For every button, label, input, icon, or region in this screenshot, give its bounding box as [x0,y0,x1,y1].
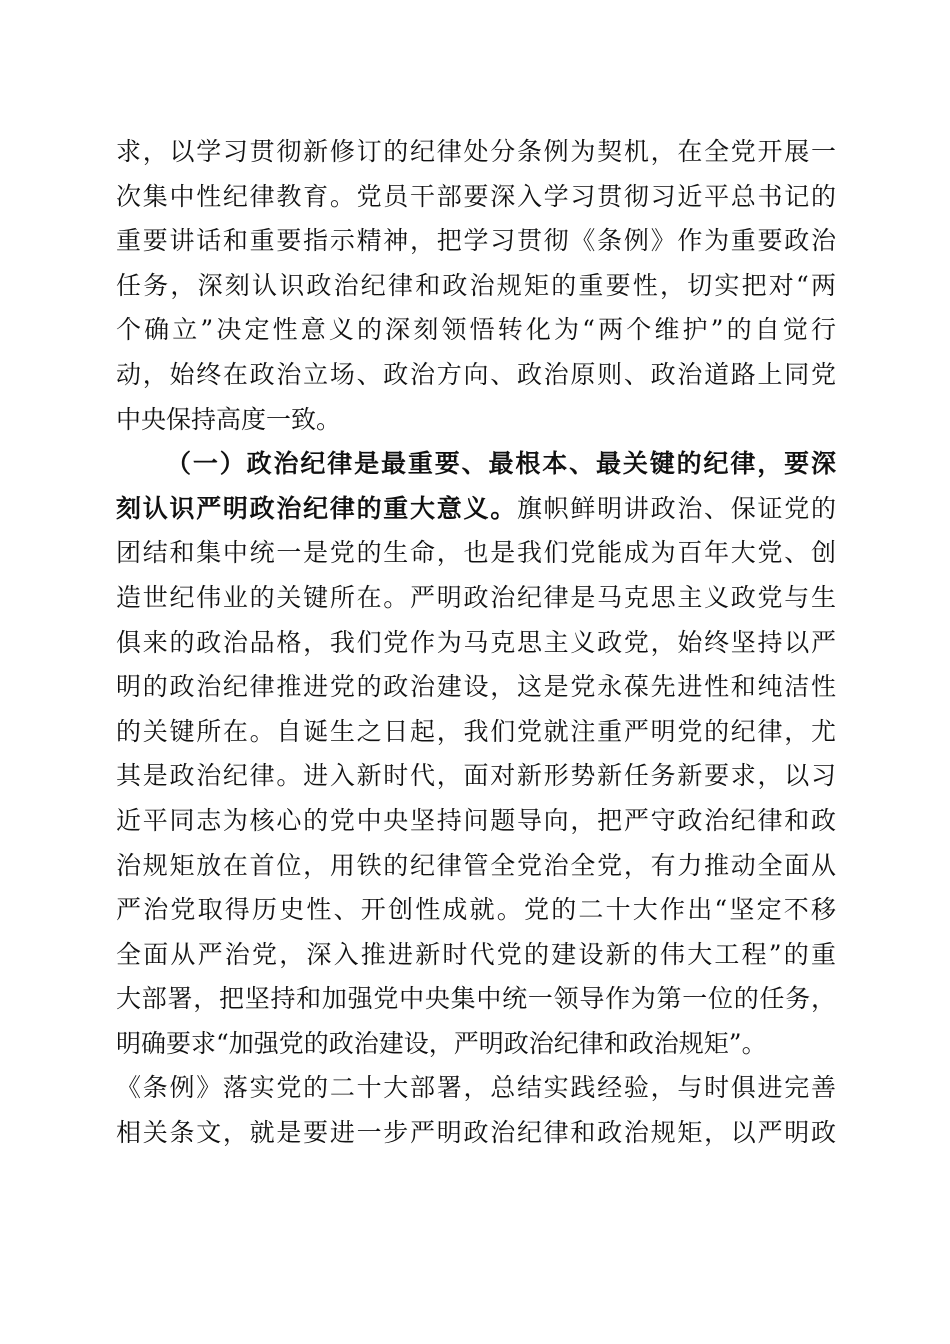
text-line: 近平同志为核心的党中央坚持问题导向，把严守政治纪律和政 [116,805,836,835]
text-line: 次集中性纪律教育。党员干部要深入学习贯彻习近平总书记的 [116,181,836,211]
text-line: 《条例》落实党的二十大部署，总结实践经验，与时俱进完善 [116,1073,836,1103]
text-line: 任务，深刻认识政治纪律和政治规矩的重要性，切实把对“两 [116,270,836,300]
paragraph-1 [116,130,836,442]
text-line: 严治党取得历史性、开创性成就。党的二十大作出“坚定不移 [116,895,836,925]
text-line: 个确立”决定性意义的深刻领悟转化为“两个维护”的自觉行 [116,315,836,345]
text-line: 中央保持高度一致。 [116,404,342,434]
text-line: 造世纪伟业的关键所在。严明政治纪律是马克思主义政党与生 [116,582,836,612]
text-line: 团结和集中统一是党的生命，也是我们党能成为百年大党、创 [116,538,836,568]
text-line: 其是政治纪律。进入新时代，面对新形势新任务新要求，以习 [116,761,836,791]
text-line: 求，以学习贯彻新修订的纪律处分条例为契机，在全党开展一 [116,137,836,166]
paragraph-text-start: 旗帜鲜明讲政治、保证党的 [516,493,836,523]
paragraph-2 [116,442,836,1156]
text-line: 明确要求“加强党的政治建设，严明政治纪律和政治规矩”。 [116,1028,767,1058]
text-line: 全面从严治党，深入推进新时代党的建设新的伟大工程”的重 [116,939,836,969]
section-heading-line-mixed [116,487,836,532]
document-body [116,130,836,1156]
text-line: 大部署，把坚持和加强党中央集中统一领导作为第一位的任务， [116,984,836,1014]
text-line: 动，始终在政治立场、政治方向、政治原则、政治道路上同党 [116,359,836,389]
text-line: 明的政治纪律推进党的政治建设，这是党永葆先进性和纯洁性 [116,672,836,702]
text-line: 俱来的政治品格，我们党作为马克思主义政党，始终坚持以严 [116,627,836,657]
section-heading-tail: 刻认识严明政治纪律的重大意义。 [116,493,517,523]
text-line: 重要讲话和重要指示精神，把学习贯彻《条例》作为重要政治 [116,226,836,256]
text-line: 治规矩放在首位，用铁的纪律管全党治全党，有力推动全面从 [116,850,836,880]
text-line: 的关键所在。自诞生之日起，我们党就注重严明党的纪律，尤 [116,716,836,746]
text-line: 相关条文，就是要进一步严明政治纪律和政治规矩，以严明政 [116,1118,836,1148]
section-heading-line: （一）政治纪律是最重要、最根本、最关键的纪律，要深 [166,449,836,479]
